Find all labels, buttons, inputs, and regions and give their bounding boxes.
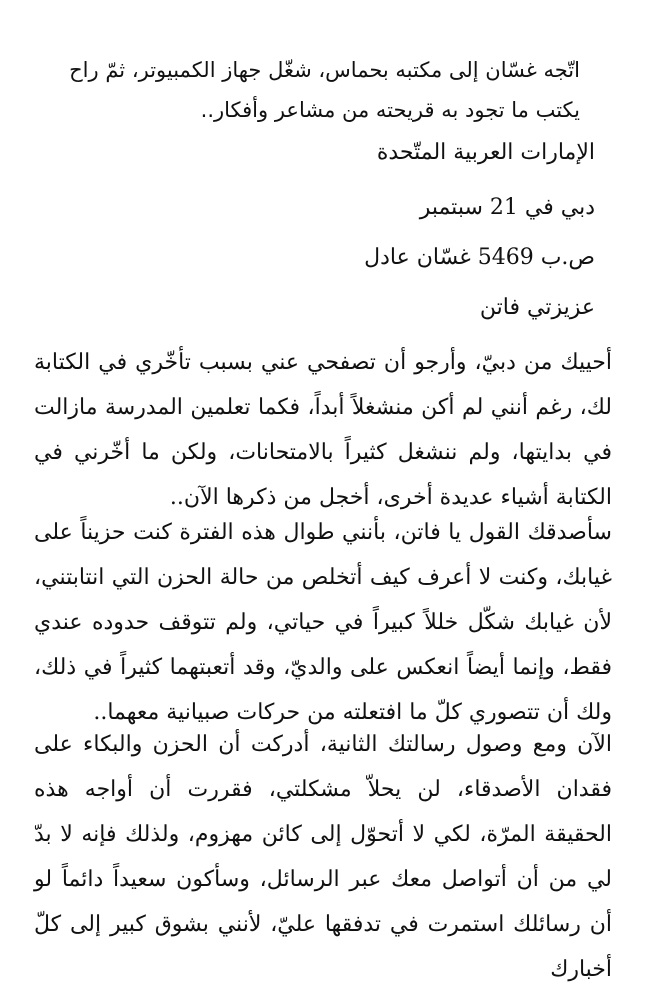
letter-paragraph-2: سأصدقك القول يا فاتن، بأنني طوال هذه الفترة كنت حزيناً على غيابك، وكنت لا أعرف كيف أتخلص من حالة الحزن التي انتابتني، لأن غيابك شكّل خللاً كبيراً في حياتي، ولم تتوقف حدوده عندي فقط، وإنما أيضاً انعكس على والديّ، وقد أتعبتهما كثيراً في ذلك، ولك أن تتصوري كلّ ما افتعلته من حركات صبيانية معهما.. [34, 520, 612, 725]
letter-address: ص.ب 5469 غسّان عادل [364, 245, 595, 270]
letter-salutation: عزيزتي فاتن [479, 295, 595, 320]
letter-date: دبي في 21 سبتمبر [419, 195, 595, 220]
letter-paragraph-1: أحييك من دبيّ، وأرجو أن تصفحي عني بسبب تأخّري في الكتابة لك، رغم أنني لم أكن منشغلاً أبداً، فكما تعلمين المدرسة مازالت في بدايتها، ولم ننشغل كثيراً بالامتحانات، ولكن ما أخّرني في الكتابة أشياء عديدة أخرى، أخجل من ذكرها الآن.. [34, 350, 612, 510]
letter-country: الإمارات العربية المتّحدة [376, 140, 595, 165]
intro-narration [60, 50, 580, 130]
letter-paragraph-3: الآن ومع وصول رسالتك الثانية، أدركت أن الحزن والبكاء على فقدان الأصدقاء، لن يحلاّ مشكلتي، فقررت أن أواجه هذه الحقيقة المرّة، لكي لا أتحوّل إلى كائن مهزوم، ولذلك فإنه لا بدّ لي من أن أتواصل معك عبر الرسائل، وسأكون سعيداً دائماً لو أن رسائلك استمرت في تدفقها عليّ، لأنني بشوق كبير إلى كلّ أخبارك [34, 732, 612, 982]
intro-paragraph: اتّجه غسّان إلى مكتبه بحماس، شغّل جهاز الكمبيوتر، ثمّ راح يكتب ما تجود به قريحته من مشاعر وأفكار.. [69, 58, 580, 122]
